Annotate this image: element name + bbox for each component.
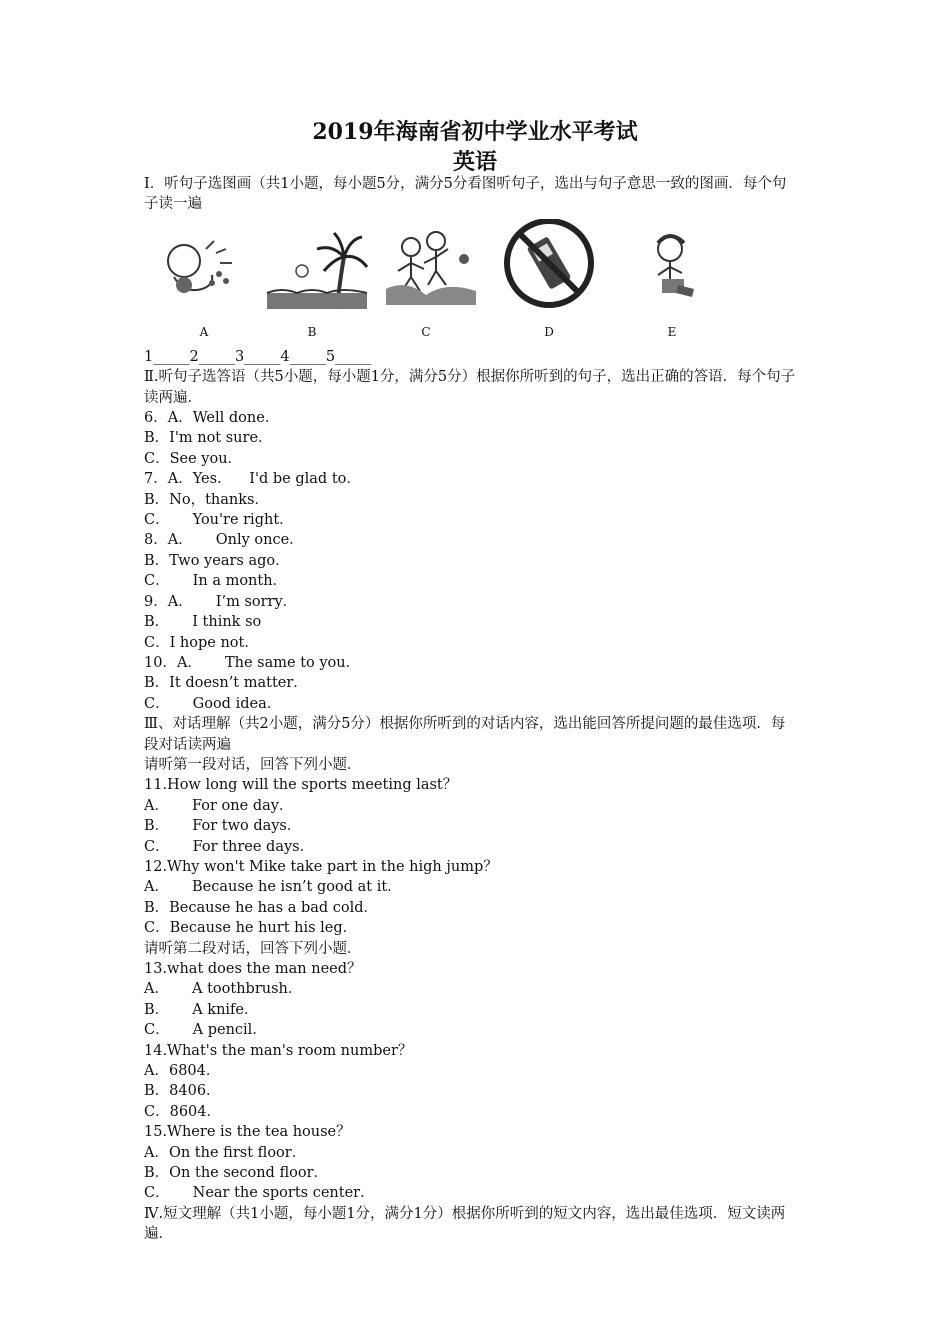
option-line: C． In a month． (144, 573, 288, 590)
option-line: A． For one day． (144, 797, 294, 814)
option-line: B．It doesn’t matter． (144, 675, 308, 692)
option-line: A．On the first floor． (144, 1144, 307, 1161)
option-line: C． Near the sports center． (144, 1185, 375, 1202)
picture-a-label: A (199, 324, 209, 339)
picture-b (262, 219, 362, 339)
option-line: 7．A．Yes. I'd be glad to． (144, 471, 361, 488)
option-line: 9．A． I’m sorry． (144, 593, 298, 610)
section-3-header: Ⅲ、对话理解（共2小题，满分5分）根据你所听到的对话内容，选出能回答所提问题的最佳选项．每段对话读两遍 (144, 716, 786, 753)
option-line: B．I'm not sure． (144, 430, 273, 447)
option-line: C． A pencil． (144, 1022, 267, 1039)
no-phone-icon (499, 219, 599, 319)
picture-d-label: D (544, 324, 554, 339)
option-line: A．6804． (144, 1063, 221, 1080)
option-line: C． Good idea． (144, 695, 282, 712)
option-line: B．Two years ago． (144, 552, 290, 569)
option-line: C． You're right． (144, 512, 294, 529)
option-line: 14.What's the man's room number？ (144, 1042, 413, 1059)
option-line: B．Because he has a bad cold． (144, 899, 379, 916)
section-4-header: Ⅳ.短文理解（共1小题，每小题1分，满分1分）根据你所听到的短文内容，选出最佳选项．短文读两遍． (144, 1205, 786, 1243)
option-line: B．8406． (144, 1083, 221, 1100)
option-line: A． Because he isn’t good at it． (144, 879, 402, 896)
picture-c (376, 219, 476, 339)
option-line: B． A knife． (144, 1001, 259, 1018)
picture-a (154, 219, 254, 339)
picture-d (499, 219, 599, 339)
picture-e (622, 219, 722, 339)
picture-c-label: C (421, 324, 431, 339)
page-subtitle: 英语 (452, 149, 497, 175)
option-line: C．See you． (144, 450, 243, 467)
option-line: 请听第二段对话，回答下列小题． (144, 940, 362, 957)
option-line: B．No，thanks． (144, 491, 269, 508)
option-line: 6．A．Well done． (144, 410, 280, 427)
option-line: C．Because he hurt his leg． (144, 920, 358, 937)
option-line: 8．A． Only once． (144, 532, 304, 549)
children-playing-icon (376, 219, 486, 319)
option-line: 10．A． The same to you． (144, 654, 361, 671)
option-line: C． For three days． (144, 838, 315, 855)
option-line: 13.what does the man need？ (144, 961, 362, 977)
picture-e-label: E (667, 324, 677, 339)
section-1-header: I．听句子选图画（共1小题，每小题5分，满分5分看图听句子，选出与句子意思一致的图画．每个句子读一遍 (144, 176, 787, 213)
option-line: B． For two days． (144, 818, 302, 835)
person-icon (154, 219, 254, 319)
section-3-lines (144, 755, 799, 1204)
option-line: B．On the second floor． (144, 1165, 329, 1182)
picture-row (144, 219, 799, 347)
option-line: C．I hope not． (144, 634, 259, 651)
section-2-lines (144, 408, 799, 714)
exam-content (144, 174, 799, 1245)
option-line: 15.Where is the tea house？ (144, 1124, 351, 1141)
beach-palm-icon (262, 219, 372, 319)
option-line: 12.Why won't Mike take part in the high jump？ (144, 858, 498, 875)
girl-icon (622, 219, 722, 319)
option-line: C．8604． (144, 1103, 221, 1120)
page-title: 2019年海南省初中学业水平考试 (312, 119, 638, 145)
option-line: A． A toothbrush． (144, 981, 303, 998)
option-line: 11.How long will the sports meeting last？ (144, 777, 458, 794)
answer-blanks: 1_____2_____3_____4_____5_____ (144, 348, 372, 365)
section-2-header: Ⅱ.听句子选答语（共5小题，每小题1分，满分5分）根据你所听到的句子，选出正确的答语．每个句子读两遍． (144, 369, 796, 406)
option-line: B． I think so (144, 614, 262, 631)
option-line: 请听第一段对话，回答下列小题． (144, 756, 362, 773)
picture-b-label: B (307, 324, 317, 339)
